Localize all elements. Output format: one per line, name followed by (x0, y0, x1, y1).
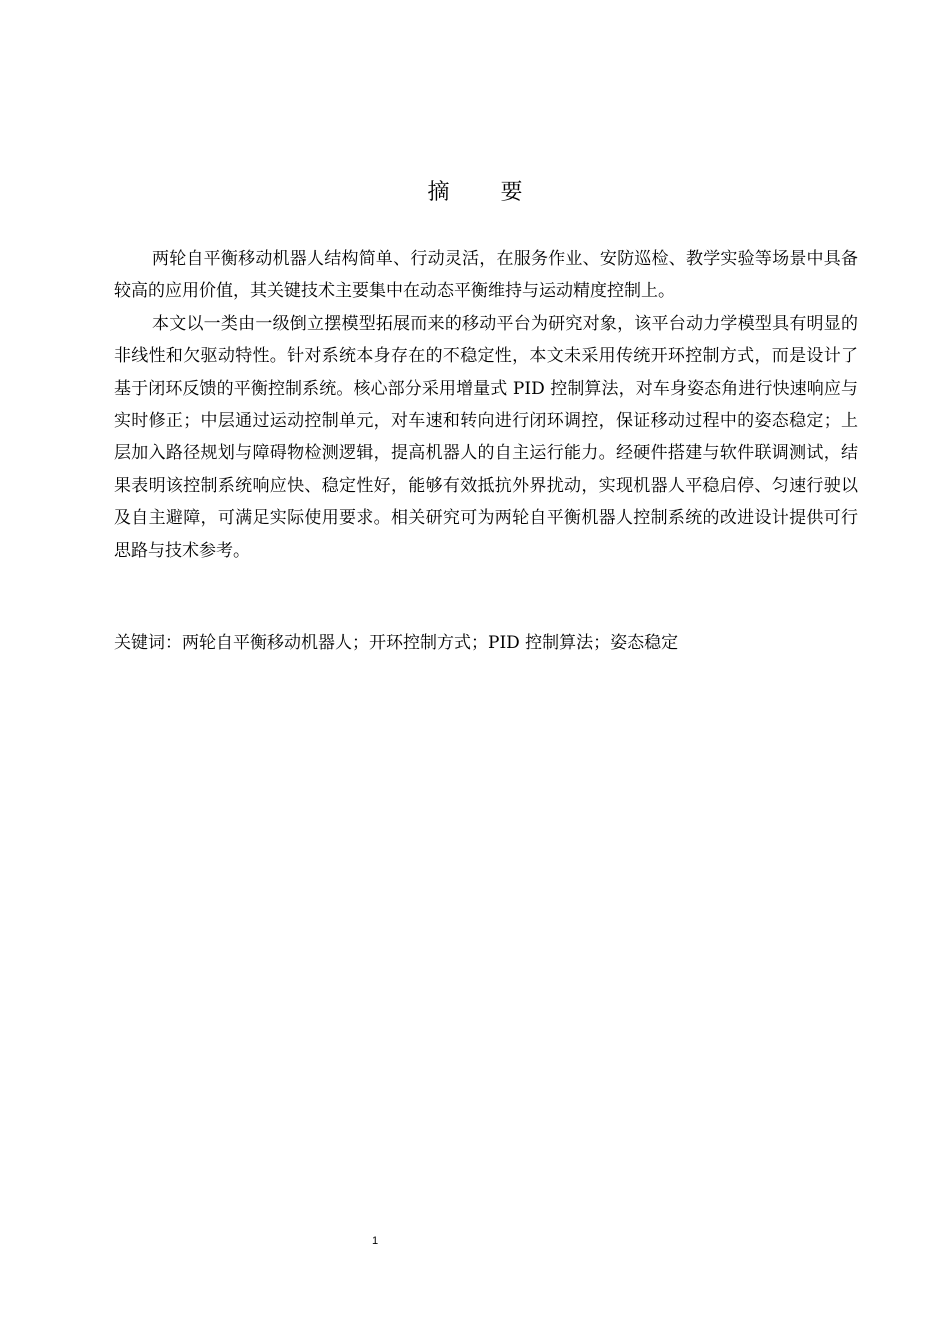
abstract-title: 摘 要 (427, 180, 545, 205)
page-number: 1 (371, 1235, 379, 1247)
abstract-paragraph-1: 两轮自平衡移动机器人结构简单、行动灵活，在服务作业、安防巡检、教学实验等场景中具备较高的应用价值，其关键技术主要集中在动态平衡维持与运动精度控制上。 (114, 249, 858, 302)
keywords-line (114, 627, 858, 659)
keywords-label: 关键词： (114, 633, 182, 653)
keywords-text: 两轮自平衡移动机器人；开环控制方式；PID 控制算法；姿态稳定 (182, 633, 679, 653)
abstract-body (114, 243, 858, 567)
abstract-paragraph-2: 本文以一类由一级倒立摆模型拓展而来的移动平台为研究对象，该平台动力学模型具有明显的非线性和欠驱动特性。针对系统本身存在的不稳定性，本文未采用传统开环控制方式，而是设计了基于闭环反馈的平衡控制系统。核心部分采用增量式 PID 控制算法，对车身姿态角进行快速响应与实时修正；中层通过运动控制单元，对车速和转向进行闭环调控，保证移动过程中的姿态稳定；上层加入路径规划与障碍物检测逻辑，提高机器人的自主运行能力。经硬件搭建与软件联调测试，结果表明该控制系统响应快、稳定性好，能够有效抵抗外界扰动，实现机器人平稳启停、匀速行驶以及自主避障，可满足实际使用要求。相关研究可为两轮自平衡机器人控制系统的改进设计提供可行思路与技术参考。 (114, 313, 858, 561)
